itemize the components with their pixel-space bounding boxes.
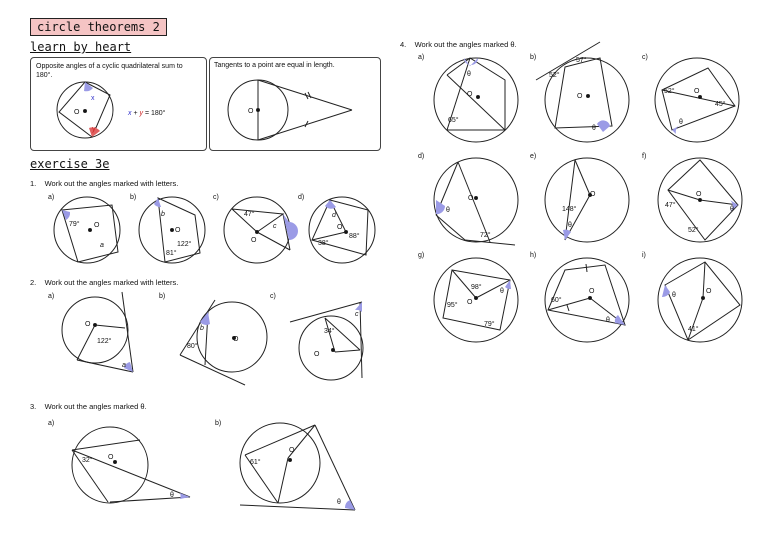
q1-part-c: c) (213, 194, 219, 201)
q4-part-d: d) (418, 153, 425, 160)
q4-part-h: h) (530, 252, 537, 259)
q1b-81: 81° (166, 250, 177, 257)
theorem-formula: x + y = 180° (128, 110, 166, 117)
q3-part-b: b) (215, 420, 222, 427)
diagram-q1a (54, 197, 120, 263)
diagram-q4d (434, 158, 518, 245)
q4-part-f: f) (642, 153, 647, 160)
q4c-52: 52° (664, 88, 675, 95)
q3b-theta: θ (337, 499, 341, 506)
q4g-98: 98° (471, 284, 482, 291)
learn-x: x (91, 95, 95, 102)
q4-part-g: g) (418, 252, 425, 259)
q2-part-c: c) (270, 293, 276, 300)
q4a-o: O (467, 91, 473, 98)
q1c-o: O (251, 237, 257, 244)
q2c-c: c (355, 311, 359, 318)
q4a-65: 65° (448, 117, 459, 124)
q2b-b: b (200, 325, 204, 332)
q1d-d: d (332, 212, 336, 219)
q4i-theta: θ (672, 292, 676, 299)
q1c-47: 47° (244, 211, 255, 218)
q3-part-a: a) (48, 420, 55, 427)
q2b-80: 80° (187, 343, 198, 350)
q2a-a: a (122, 362, 126, 369)
q4-part-c: c) (642, 54, 648, 61)
q4c-o: O (694, 88, 700, 95)
q4h-o: O (589, 288, 595, 295)
q4i-o: O (706, 288, 712, 295)
q3a-32: 32° (82, 457, 93, 464)
diagram-q1c (224, 197, 298, 263)
q4b-o: O (577, 93, 583, 100)
diagram-q4c (655, 58, 739, 142)
diagram-q4a (434, 58, 518, 142)
q4g-o: O (467, 299, 473, 306)
q4f-o: O (696, 191, 702, 198)
q2c-o: O (314, 351, 320, 358)
q2-part-a: a) (48, 293, 55, 300)
q4b-theta: θ (592, 125, 596, 132)
q4-part-a: a) (418, 54, 425, 61)
q2a-122: 122° (97, 338, 112, 345)
q1-part-a: a) (48, 194, 55, 201)
q4g-95: 95° (447, 302, 458, 309)
diagram-q2a (62, 292, 133, 372)
q2a-o: O (85, 321, 91, 328)
diagram-q4g (434, 258, 518, 342)
q4g-79: 79° (484, 321, 495, 328)
learn-y: y (92, 126, 96, 133)
diagram-q4i (658, 258, 742, 342)
q3b-o: O (289, 447, 295, 454)
q1d-88: 88° (349, 233, 360, 240)
q4g-theta: θ (500, 288, 504, 295)
q4e-theta: θ (568, 222, 572, 229)
q3a-theta: θ (170, 492, 174, 499)
diagram-q4e (545, 158, 629, 242)
diagram-q3b (240, 423, 355, 510)
q4i-41: 41° (688, 326, 699, 333)
q1a-a: a (100, 242, 104, 249)
q4-part-e: e) (530, 153, 537, 160)
diagram-learn-cyclic (57, 82, 113, 138)
q4c-theta: θ (679, 119, 683, 126)
q4d-theta: θ (446, 207, 450, 214)
q4b-52: 52° (549, 72, 560, 79)
q4h-60: 60° (551, 297, 562, 304)
q4c-45: 45° (715, 101, 726, 108)
q4d-o: O (468, 195, 474, 202)
learn-heading: learn by heart (30, 40, 132, 54)
q4-label: 4. Work out the angles marked θ. (400, 40, 517, 49)
q2-part-b: b) (159, 293, 166, 300)
q1b-122: 122° (177, 241, 192, 248)
q4e-o: O (590, 191, 596, 198)
q3-label: 3. Work out the angles marked θ. (30, 402, 147, 411)
q4-part-i: i) (642, 252, 646, 259)
diagram-learn-tangents (228, 80, 352, 140)
q1b-o: O (175, 227, 181, 234)
q1-part-b: b) (130, 194, 137, 201)
q4e-148: 148° (562, 206, 577, 213)
theorem-tangent-text: Tangents to a point are equal in length. (214, 62, 335, 69)
q4d-72: 72° (480, 232, 491, 239)
q1b-b: b (161, 211, 165, 218)
q2c-34: 34° (324, 328, 335, 335)
q4f-theta: θ (730, 206, 734, 213)
q1d-o: O (337, 224, 343, 231)
q4a-theta: θ (467, 71, 471, 78)
q4b-57: 57° (576, 57, 587, 64)
q2b-o: O (233, 336, 239, 343)
q1d-38: 38° (318, 240, 329, 247)
q4-part-b: b) (530, 54, 537, 61)
q1a-79: 79° (69, 221, 80, 228)
q3a-o: O (108, 454, 114, 461)
q1a-o: O (94, 222, 100, 229)
diagram-q2c (290, 302, 363, 380)
q1-label: 1. Work out the angles marked with letters. (30, 179, 179, 188)
q1c-c: c (273, 223, 277, 230)
q4f-47: 47° (665, 202, 676, 209)
q1-part-d: d) (298, 194, 305, 201)
diagram-q4f (658, 158, 742, 242)
learn-o2: O (248, 108, 254, 115)
q4h-theta: θ (606, 317, 610, 324)
page-title: circle theorems 2 (30, 18, 167, 36)
q4f-52: 52° (688, 227, 699, 234)
exercise-heading: exercise 3e (30, 157, 110, 171)
q3b-61: 61° (250, 459, 261, 466)
theorem-cyclic-text: Opposite angles of a cyclic quadrilateral sum to 180°. (36, 63, 183, 79)
learn-o1: O (74, 109, 80, 116)
q2-label: 2. Work out the angles marked with letters. (30, 278, 179, 287)
